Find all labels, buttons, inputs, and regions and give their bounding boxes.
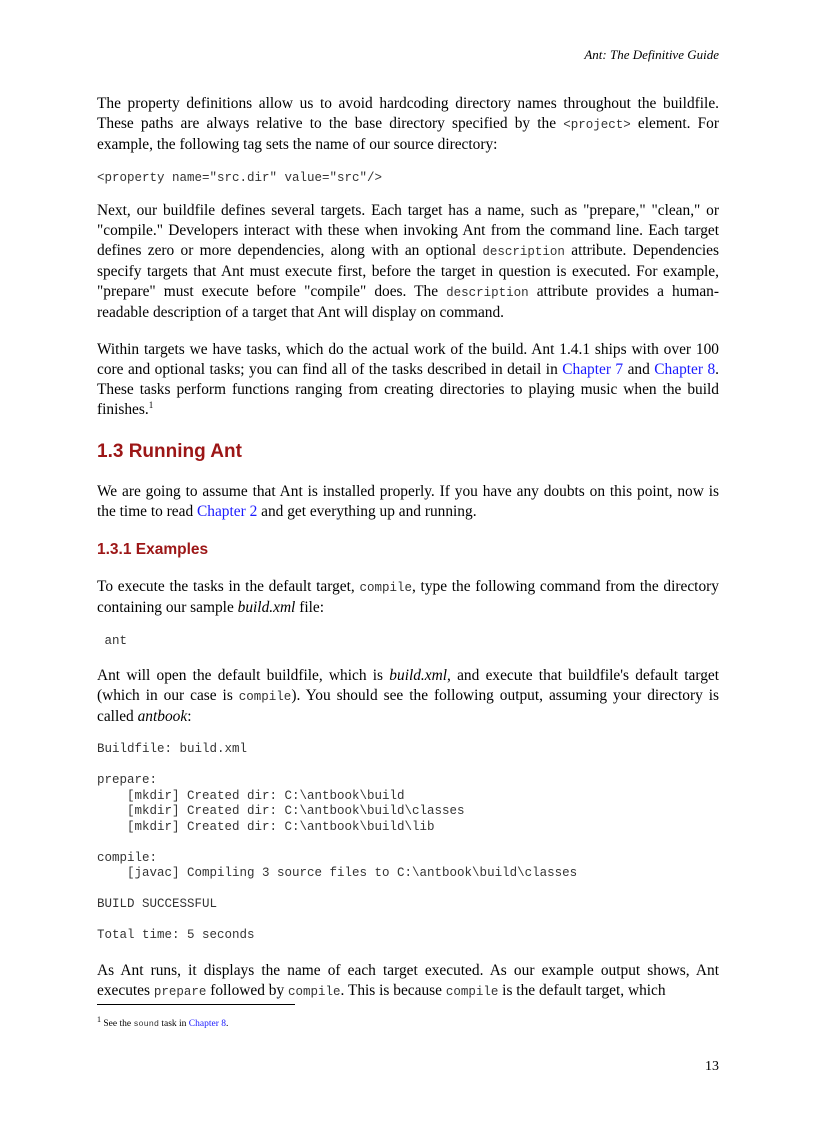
text-run: . These tasks perform functions ranging from creating directories to playing music when the build finishes.: [97, 360, 720, 418]
text-run: Ant will open the default buildfile, which is: [97, 667, 390, 684]
text-run: task in: [158, 1019, 189, 1030]
subsection-heading: 1.3.1 Examples: [97, 540, 209, 558]
inline-code: compile: [238, 690, 292, 704]
text-run: and get everything up and running.: [257, 502, 477, 520]
paragraph-targets: [97, 201, 719, 323]
code-property-tag: <property name="src.dir" value="src"/>: [97, 171, 383, 185]
inline-code: <project>: [563, 118, 631, 132]
inline-code: compile: [359, 580, 412, 595]
text-run: is the default target, which: [498, 981, 666, 999]
text-run: and: [623, 360, 655, 378]
text-run: Next, our buildfile defines several targets. Each target has a name, such as "prepare," "clean," or "compile." Developers interact with these when invoking Ant from the command line. Each target defines zero or more dependencies, along with an optional: [97, 201, 719, 259]
italic-filename: build.xml: [389, 667, 448, 684]
paragraph-target-order: [97, 961, 719, 1002]
footnote: [97, 1015, 228, 1029]
text-run: See the: [101, 1019, 134, 1030]
link-chapter-8[interactable]: Chapter 8: [654, 360, 716, 378]
text-run: Within targets we have tasks, which do the actual work of the build. Ant 1.4.1 ships with over 100 core and optional tasks; you can find all of the tasks described in detail in: [97, 340, 719, 378]
code-ant-command: ant: [97, 633, 128, 648]
footnote-mark: 1: [97, 1015, 101, 1024]
text-run: We are going to assume that Ant is installed properly. If you have any doubts on this point, now is the time to read: [97, 482, 719, 520]
text-run: :: [187, 708, 192, 725]
paragraph-tasks: [97, 340, 719, 420]
text-run: The property definitions allow us to avoid hardcoding directory names throughout the buildfile. These paths are always relative to the base directory specified by the: [97, 95, 719, 132]
inline-code: compile: [445, 984, 499, 999]
inline-code: compile: [288, 984, 341, 999]
paragraph-installation: [97, 482, 719, 522]
link-chapter-2[interactable]: Chapter 2: [197, 502, 258, 520]
running-head: Ant: The Definitive Guide: [584, 47, 719, 62]
text-run: file:: [295, 598, 324, 616]
text-run: . This is because: [340, 981, 446, 999]
text-run: attribute provides a human-readable description of a target that Ant will display on command.: [97, 282, 719, 321]
page-number: 13: [705, 1059, 719, 1074]
footnote-reference[interactable]: 1: [148, 399, 154, 410]
inline-code: prepare: [153, 984, 207, 999]
inline-code: sound: [133, 1019, 159, 1030]
text-run: attribute. Dependencies specify targets that Ant must execute first, before the target in question is executed. For example, "prepare" must execute before "compile" does. The: [97, 241, 719, 300]
text-run: , and execute that buildfile's default target (which in our case is: [97, 667, 719, 704]
text-run: To execute the tasks in the default target,: [97, 577, 360, 595]
section-heading: 1.3 Running Ant: [97, 440, 242, 462]
text-run: followed by: [206, 981, 288, 999]
inline-code: description: [482, 244, 565, 259]
text-run: .: [226, 1019, 229, 1030]
text-run: As Ant runs, it displays the name of each target executed. As our example output shows, Ant executes: [97, 961, 719, 999]
paragraph-default-buildfile: [97, 666, 719, 727]
paragraph-execute-default: [97, 577, 719, 618]
footnote-link-chapter-8[interactable]: Chapter 8: [188, 1019, 226, 1030]
link-chapter-7[interactable]: Chapter 7: [562, 360, 624, 378]
text-run: element. For example, the following tag sets the name of our source directory:: [97, 115, 719, 153]
italic-dirname: antbook: [137, 708, 188, 725]
inline-code: description: [446, 285, 529, 300]
italic-filename: build.xml: [237, 598, 296, 616]
main-content: [97, 94, 719, 1002]
code-build-output: Buildfile: build.xml prepare: [mkdir] Created dir: C:\antbook\build [mkdir] Created dir: C:\antbook\build\classes [mkdir] Created dir: C:\antbook\build\lib compile: [javac] Compiling 3 source files to C:\antbook\build\classes BUILD SUCCESSFUL Total time: 5 seconds: [97, 742, 578, 942]
footnote-separator: [97, 1004, 295, 1005]
text-run: ). You should see the following output, assuming your directory is called: [97, 687, 720, 725]
paragraph-property-definitions: [97, 94, 719, 155]
text-run: , type the following command from the directory containing our sample: [97, 577, 719, 616]
